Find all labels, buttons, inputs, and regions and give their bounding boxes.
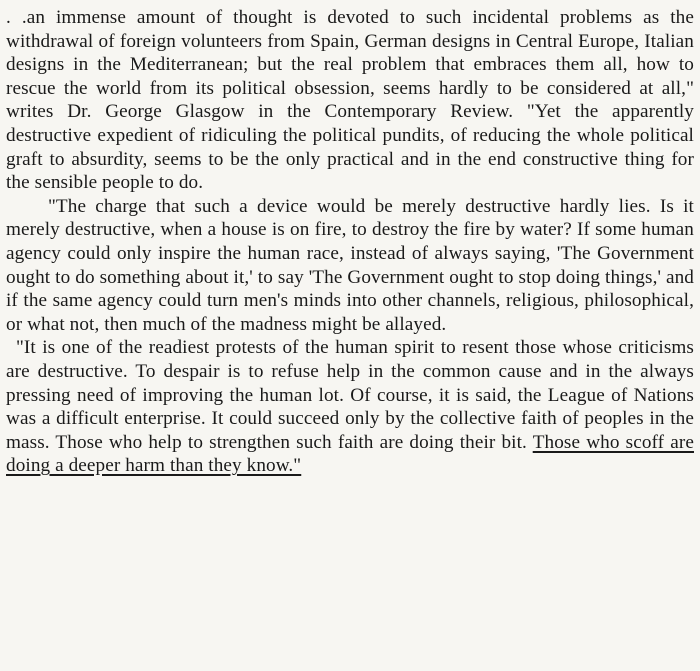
underlined-closing-sentence: Those who scoff are doing a deeper harm than they know." <box>6 431 694 477</box>
paragraph-2: "The charge that such a device would be merely destructive hardly lies. Is it merely destructive, when a house is on fire, to destroy the fire by water? If some human agency could only inspire the human race, instead of always saying, 'The Government ought to do something about it,' to say 'The Government ought to stop doing things,' and if the same agency could turn men's minds into other channels, religious, philosophical, or what not, then much of the madness might be allayed. <box>6 195 694 335</box>
paragraph-3-text: "It is one of the readiest protests of the human spirit to resent those whose criticisms are destructive. To despair is to refuse help in the common cause and in the always pressing need of improving the human lot. Of course, it is said, the League of Nations was a difficult enterprise. It could succeed only by the collective faith of peoples in the mass. Those who help to strengthen such faith are doing their bit. <box>6 337 694 453</box>
paragraph-1: . .an immense amount of thought is devoted to such incidental problems as the withdrawal of foreign volunteers from Spain, German designs in Central Europe, Italian designs in the Mediterranean; but the real problem that embraces them all, how to rescue the world from its political obsession, seems hardly to be considered at all," writes Dr. George Glasgow in the Contemporary Review. "Yet the apparently destructive expedient of ridiculing the political pundits, of reducing the whole political graft to absurdity, seems to be the only practical and in the end constructive thing for the sensible people to do. <box>6 7 694 194</box>
paragraph-3 <box>6 336 694 478</box>
